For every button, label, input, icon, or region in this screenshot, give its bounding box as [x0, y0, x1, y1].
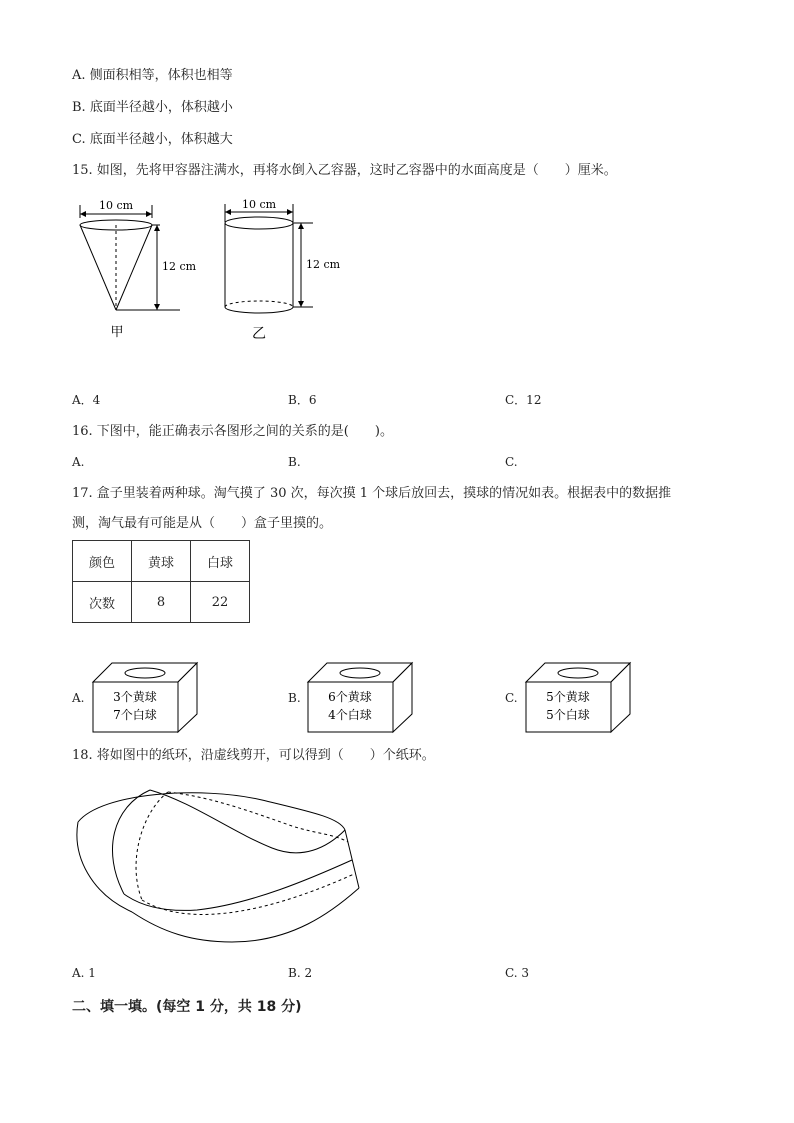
q16-option-c: C. [505, 455, 518, 469]
q17-box-c-line1: 5个黄球 [546, 690, 590, 704]
table-cell: 白球 [191, 541, 250, 582]
q18-option-a: A. 1 [72, 966, 96, 980]
q15-cylinder-figure [215, 196, 345, 341]
table-cell: 次数 [73, 582, 132, 623]
q16-option-b: B. [288, 455, 301, 469]
q16-question: 16. 下图中，能正确表示各图形之间的关系的是( )。 [72, 424, 393, 439]
section-2-heading: 二、填一填。(每空 1 分，共 18 分) [72, 999, 302, 1015]
q15-cylinder-diameter: 10 cm [241, 198, 277, 211]
table-row [73, 541, 250, 582]
table-cell: 22 [191, 582, 250, 623]
q15-cone-name: 甲 [110, 325, 124, 340]
q15-cylinder-name: 乙 [252, 326, 266, 342]
q17-option-c-label: C. [505, 691, 518, 705]
q17-question-line2: 测，淘气最有可能是从（ ）盒子里摸的。 [72, 516, 333, 531]
q17-option-b-label: B. [288, 691, 301, 705]
q17-option-a-label: A. [72, 691, 85, 705]
q15-option-a: A．4 [72, 393, 101, 407]
q15-cone-height: 12 cm [162, 260, 197, 273]
q18-option-b: B. 2 [288, 966, 313, 980]
table-row [73, 582, 250, 623]
q17-box-c-line2: 5个白球 [546, 708, 590, 722]
q17-data-table [72, 540, 250, 623]
q15-option-b: B．6 [288, 393, 317, 407]
q15-cylinder-height: 12 cm [306, 258, 341, 271]
q18-mobius-strip-figure [72, 782, 372, 952]
table-cell: 8 [132, 582, 191, 623]
table-cell: 黄球 [132, 541, 191, 582]
q17-box-a [92, 662, 202, 734]
q15-option-c: C．12 [505, 393, 542, 407]
q14-option-c: C. 底面半径越小，体积越大 [72, 132, 233, 147]
q18-question: 18. 将如图中的纸环，沿虚线剪开，可以得到（ ）个纸环。 [72, 748, 435, 763]
q17-box-b-line1: 6个黄球 [328, 690, 372, 704]
q17-box-b [307, 662, 417, 734]
q15-question: 15. 如图，先将甲容器注满水，再将水倒入乙容器，这时乙容器中的水面高度是（ ）厘米。 [72, 163, 617, 178]
q14-option-b: B. 底面半径越小，体积越小 [72, 100, 233, 115]
q17-box-c [525, 662, 635, 734]
q15-cone-diameter: 10 cm [98, 199, 134, 212]
table-cell: 颜色 [73, 541, 132, 582]
q17-box-a-line1: 3个黄球 [113, 690, 157, 704]
q15-cone-figure [70, 196, 200, 340]
q17-question-line1: 17. 盒子里装着两种球。淘气摸了 30 次，每次摸 1 个球后放回去，摸球的情况如表。根据表中的数据推 [72, 486, 672, 501]
q14-option-a: A. 侧面积相等，体积也相等 [72, 68, 233, 83]
q16-option-a: A. [72, 455, 85, 469]
q17-box-b-line2: 4个白球 [328, 708, 372, 722]
q17-box-a-line2: 7个白球 [113, 708, 157, 722]
q18-option-c: C. 3 [505, 966, 530, 980]
